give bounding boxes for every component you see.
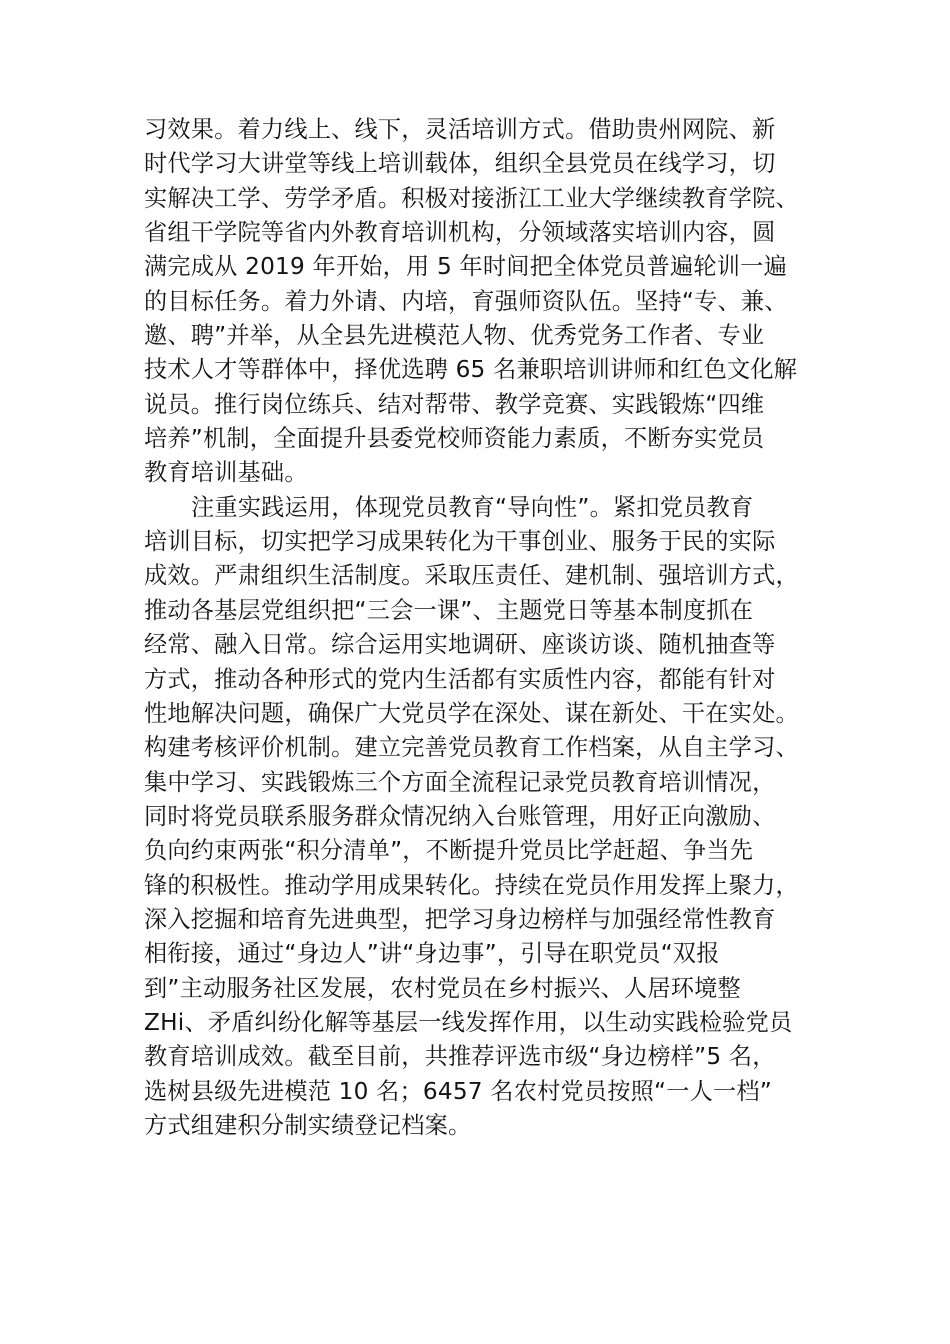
document-body bbox=[144, 113, 834, 1143]
text-line: 成效。严肃组织生活制度。采取压责任、建机制、强培训方式， bbox=[144, 562, 799, 590]
text-line: 相衔接，通过“身边人”讲“身边事”，引导在职党员“双报 bbox=[144, 940, 720, 968]
text-line: 集中学习、实践锻炼三个方面全流程记录党员教育培训情况， bbox=[144, 768, 776, 796]
text-line: 方式组建积分制实绩登记档案。 bbox=[144, 1111, 472, 1139]
text-line: 锋的积极性。推动学用成果转化。持续在党员作用发挥上聚力， bbox=[144, 871, 799, 899]
text-line: 的目标任务。着力外请、内培，育强师资队伍。坚持“专、兼、 bbox=[144, 287, 788, 315]
text-line: 经常、融入日常。综合运用实地调研、座谈访谈、随机抽查等 bbox=[144, 631, 776, 659]
text-line: ZHi、矛盾纠纷化解等基层一线发挥作用，以生动实践检验党员 bbox=[144, 1008, 793, 1036]
text-line: 满完成从 2019 年开始，用 5 年时间把全体党员普遍轮训一遍 bbox=[144, 253, 787, 281]
text-line: 性地解决问题，确保广大党员学在深处、谋在新处、干在实处。 bbox=[144, 699, 799, 727]
text-line: 培训目标，切实把学习成果转化为干事创业、服务于民的实际 bbox=[144, 528, 776, 556]
text-line: 负向约束两张“积分清单”，不断提升党员比学赶超、争当先 bbox=[144, 837, 754, 865]
text-line: 方式，推动各种形式的党内生活都有实质性内容，都能有针对 bbox=[144, 665, 776, 693]
text-line: 构建考核评价机制。建立完善党员教育工作档案，从自主学习、 bbox=[144, 734, 799, 762]
text-line: 培养”机制，全面提升县委党校师资能力素质，不断夯实党员 bbox=[144, 425, 765, 453]
text-line: 省组干学院等省内外教育培训机构，分领域落实培训内容，圆 bbox=[144, 219, 776, 247]
text-line: 说员。推行岗位练兵、结对帮带、教学竞赛、实践锻炼“四维 bbox=[144, 390, 765, 418]
text-line: 同时将党员联系服务群众情况纳入台账管理，用好正向激励、 bbox=[144, 802, 776, 830]
text-line: 选树县级先进模范 10 名；6457 名农村党员按照“一人一档” bbox=[144, 1077, 772, 1105]
text-line: 教育培训基础。 bbox=[144, 459, 308, 487]
text-line: 习效果。着力线上、线下，灵活培训方式。借助贵州网院、新 bbox=[144, 116, 776, 143]
text-line: 推动各基层党组织把“三会一课”、主题党日等基本制度抓在 bbox=[144, 596, 754, 624]
text-line: 实解决工学、劳学矛盾。积极对接浙江工业大学继续教育学院、 bbox=[144, 184, 799, 212]
text-line: 到”主动服务社区发展，农村党员在乡村振兴、人居环境整 bbox=[144, 974, 741, 1002]
text-line: 技术人才等群体中，择优选聘 65 名兼职培训讲师和红色文化解 bbox=[144, 356, 798, 384]
text-line: 注重实践运用，体现党员教育“导向性”。紧扣党员教育 bbox=[191, 493, 754, 521]
paragraph-2 bbox=[144, 491, 834, 1144]
paragraph-1 bbox=[144, 113, 834, 491]
text-line: 时代学习大讲堂等线上培训载体，组织全县党员在线学习，切 bbox=[144, 150, 776, 178]
text-line: 教育培训成效。截至目前，共推荐评选市级“身边榜样”5 名， bbox=[144, 1043, 776, 1071]
text-line: 深入挖掘和培育先进典型，把学习身边榜样与加强经常性教育 bbox=[144, 905, 776, 933]
text-line: 邀、聘”并举，从全县先进模范人物、优秀党务工作者、专业 bbox=[144, 322, 765, 350]
